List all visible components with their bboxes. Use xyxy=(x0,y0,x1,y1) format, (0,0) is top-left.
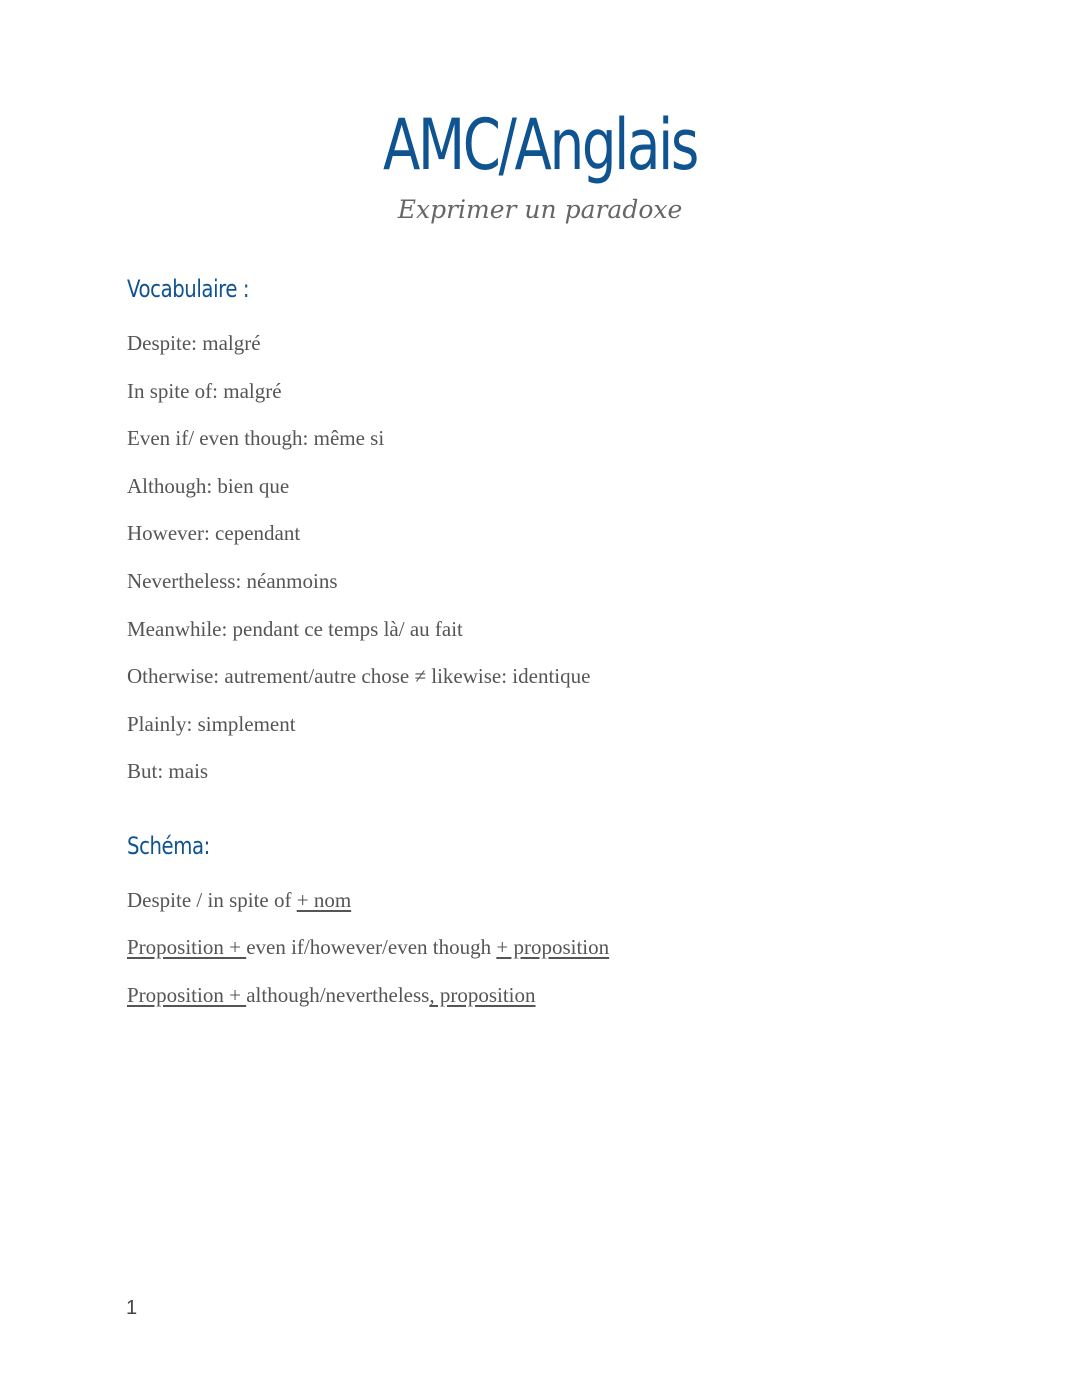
schema-line-1-text: Despite / in spite of xyxy=(127,888,297,912)
vocab-item-otherwise: Otherwise: autrement/autre chose ≠ likewise: identique xyxy=(127,664,591,688)
schema-line-3 xyxy=(127,980,536,1010)
document-title: AMC/Anglais xyxy=(382,104,698,186)
vocab-item-plainly: Plainly: simplement xyxy=(127,712,296,736)
vocabulary-heading: Vocabulaire : xyxy=(127,275,250,303)
schema-line-2-connectors: even if/however/even though xyxy=(246,935,497,959)
schema-line-3-proposition: Proposition + xyxy=(127,983,247,1007)
schema-heading: Schéma: xyxy=(127,832,210,860)
vocab-item-although: Although: bien que xyxy=(127,474,290,498)
vocab-item-even-if: Even if/ even though: même si xyxy=(127,426,385,450)
vocab-item-meanwhile: Meanwhile: pendant ce temps là/ au fait xyxy=(127,617,463,641)
vocab-item-however: However: cependant xyxy=(127,521,301,545)
schema-line-2-proposition: Proposition + xyxy=(127,935,247,959)
page-number: 1 xyxy=(126,1297,138,1319)
schema-line-3-proposition-end: , proposition xyxy=(429,983,536,1007)
schema-line-2 xyxy=(127,932,609,962)
schema-line-3-connectors: although/nevertheless xyxy=(246,983,430,1007)
schema-line-2-proposition-end: + proposition xyxy=(496,935,610,959)
schema-line-1 xyxy=(127,885,351,915)
vocab-item-nevertheless: Nevertheless: néanmoins xyxy=(127,569,338,593)
vocab-item-despite: Despite: malgré xyxy=(127,331,261,355)
document-subtitle: Exprimer un paradoxe xyxy=(397,195,683,224)
vocab-item-in-spite-of: In spite of: malgré xyxy=(127,379,282,403)
vocab-item-but: But: mais xyxy=(127,759,209,783)
schema-line-1-nom: + nom xyxy=(296,888,352,912)
